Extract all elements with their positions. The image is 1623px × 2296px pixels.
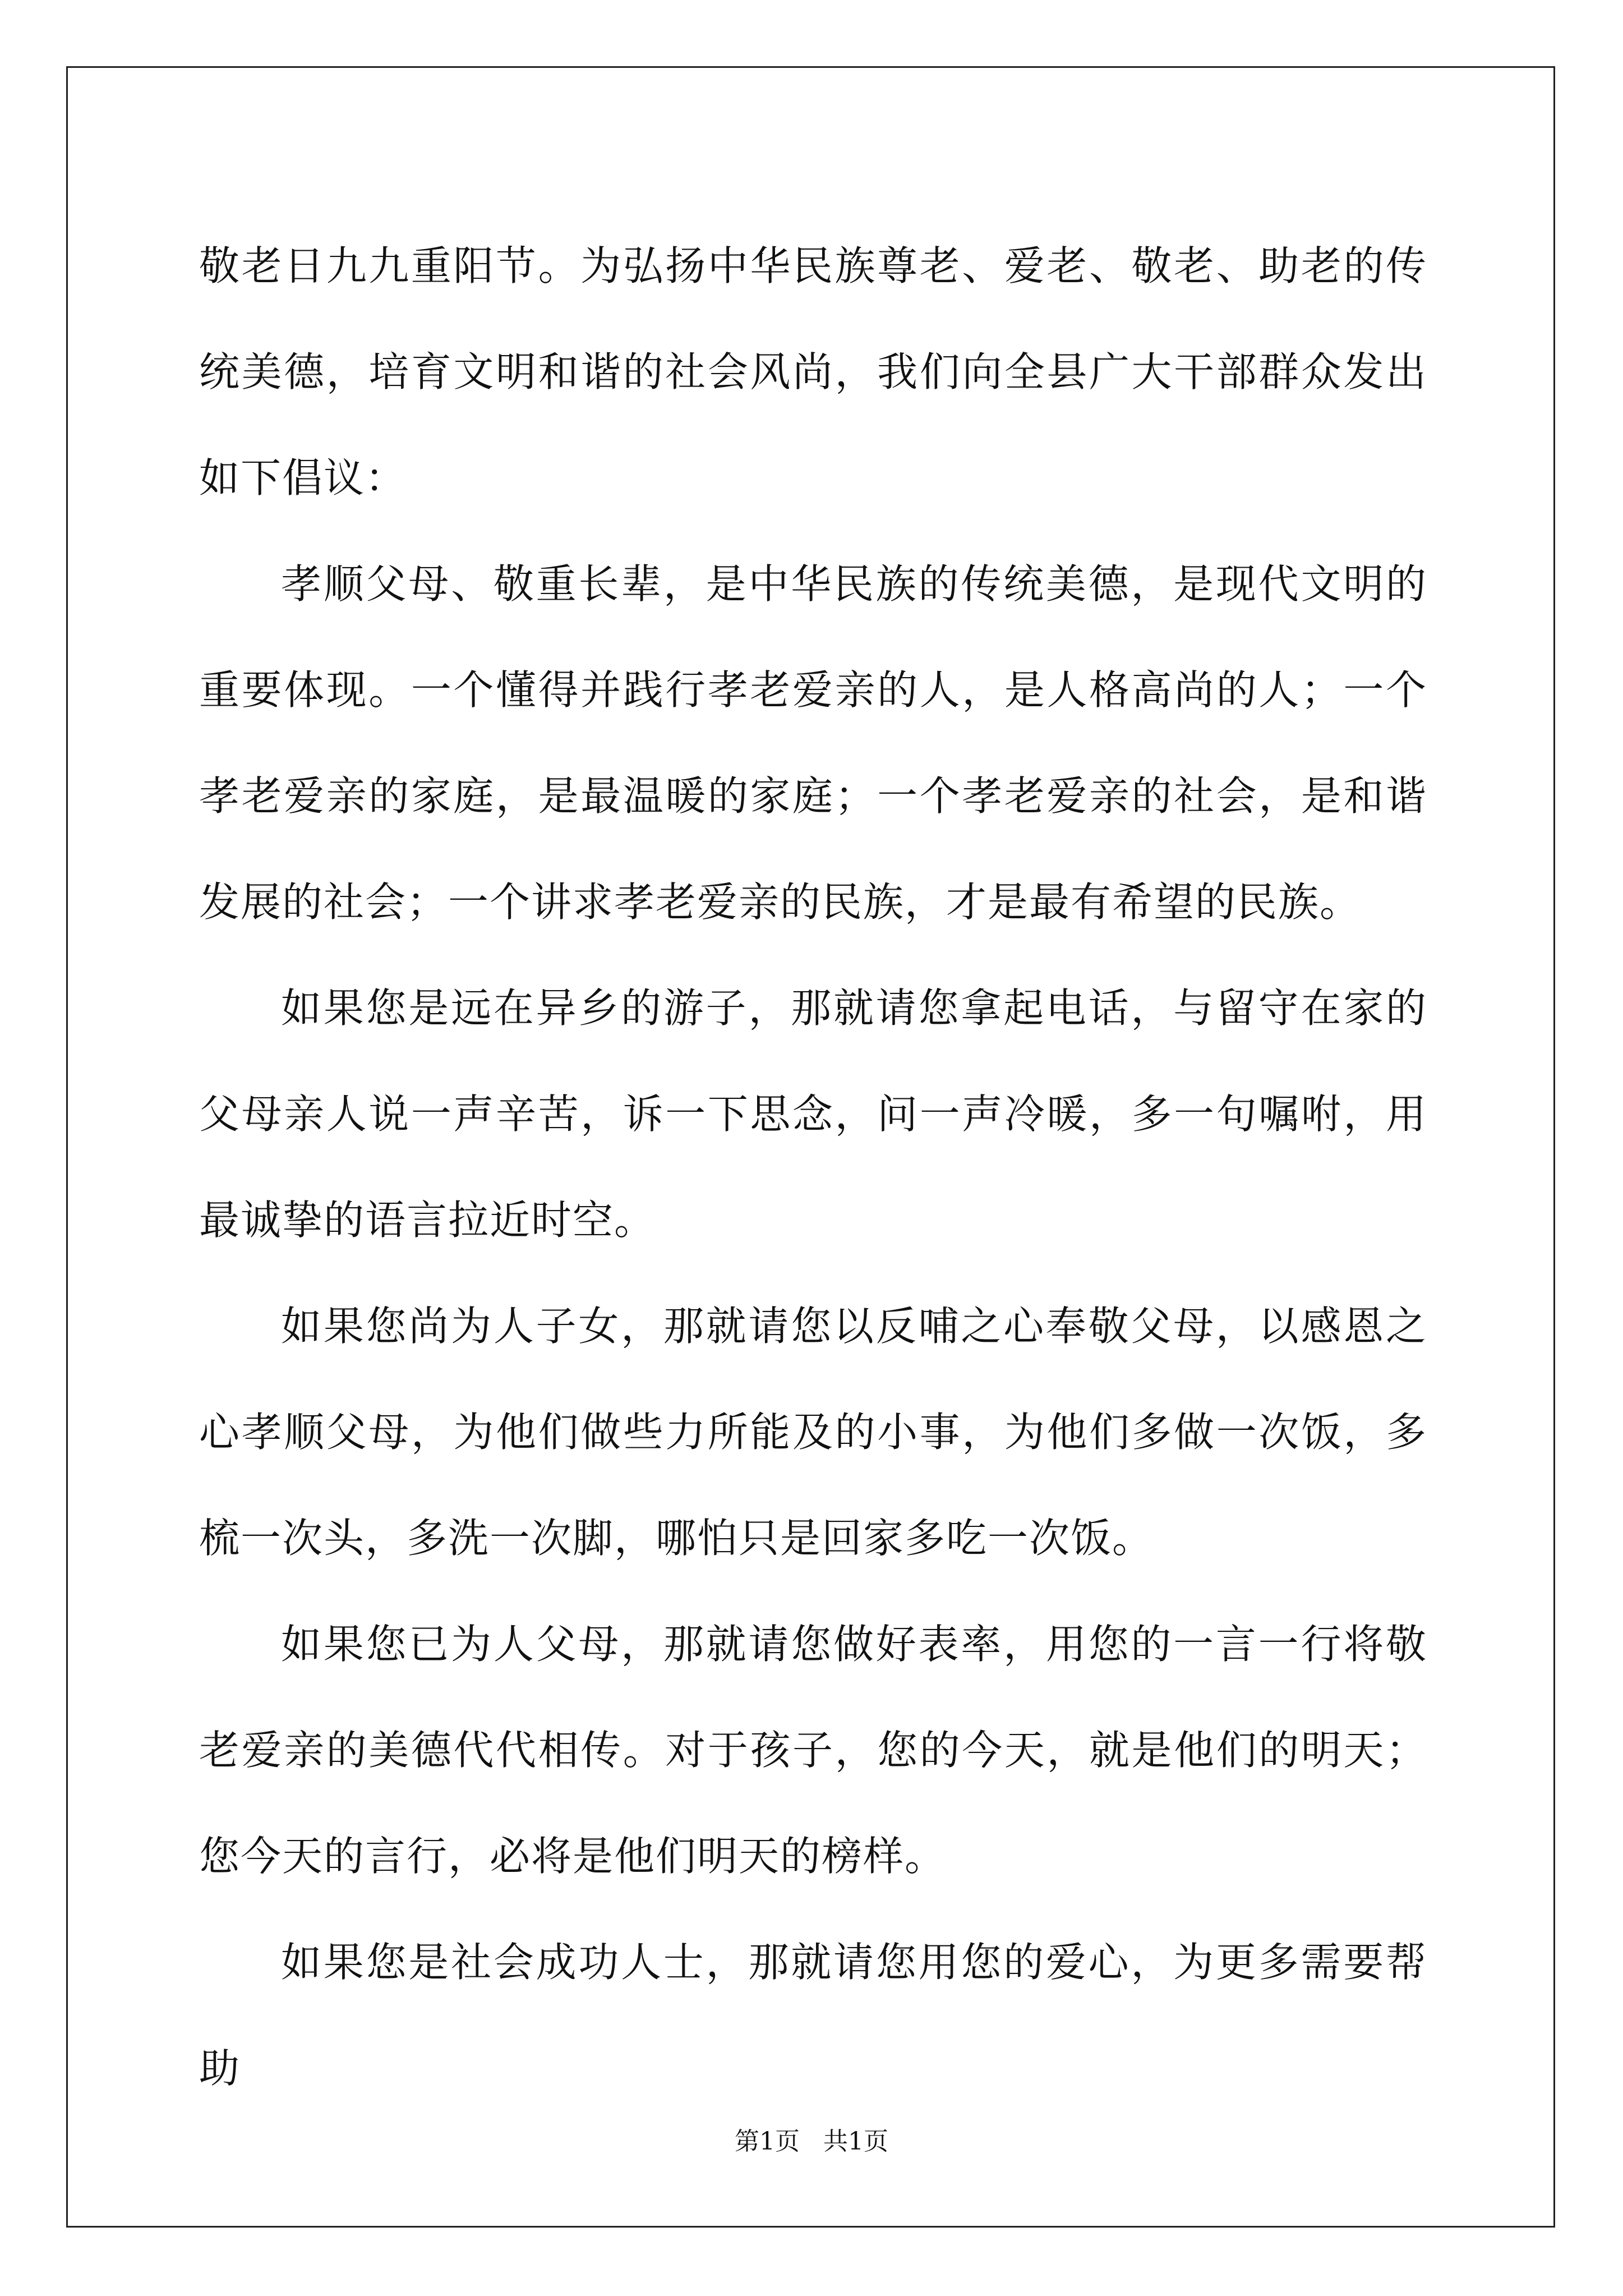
paragraph-parents: 如果您已为人父母，那就请您做好表率，用您的一言一行将敬老爱亲的美德代代相传。对于孩子，您的今天，就是他们的明天；您今天的言行，必将是他们明天的榜样。 (199, 1621, 1427, 1880)
paragraph-filial-piety: 孝顺父母、敬重长辈，是中华民族的传统美德，是现代文明的重要体现。一个懂得并践行孝老爱亲的人，是人格高尚的人；一个孝老爱亲的家庭，是最温暖的家庭；一个孝老爱亲的社会，是和谐发展的社会；一个讲求孝老爱亲的民族，才是最有希望的民族。 (199, 560, 1427, 926)
paragraph-successful-people: 如果您是社会成功人士，那就请您用您的爱心，为更多需要帮助 (199, 1939, 1427, 2092)
paragraph-children: 如果您尚为人子女，那就请您以反哺之心奉敬父母，以感恩之心孝顺父母，为他们做些力所能及的小事，为他们多做一次饭，多梳一次头，多洗一次脚，哪怕只是回家多吃一次饭。 (199, 1303, 1427, 1562)
paragraph-intro: 敬老日九九重阳节。为弘扬中华民族尊老、爱老、敬老、助老的传统美德，培育文明和谐的社会风尚，我们向全县广大干部群众发出如下倡议： (199, 242, 1427, 501)
page-footer: 第1页 共1页 (735, 2127, 888, 2156)
document-body (199, 213, 1427, 2122)
paragraph-wanderers: 如果您是远在异乡的游子，那就请您拿起电话，与留守在家的父母亲人说一声辛苦，诉一下思念，问一声冷暖，多一句嘱咐，用最诚挚的语言拉近时空。 (199, 984, 1427, 1244)
